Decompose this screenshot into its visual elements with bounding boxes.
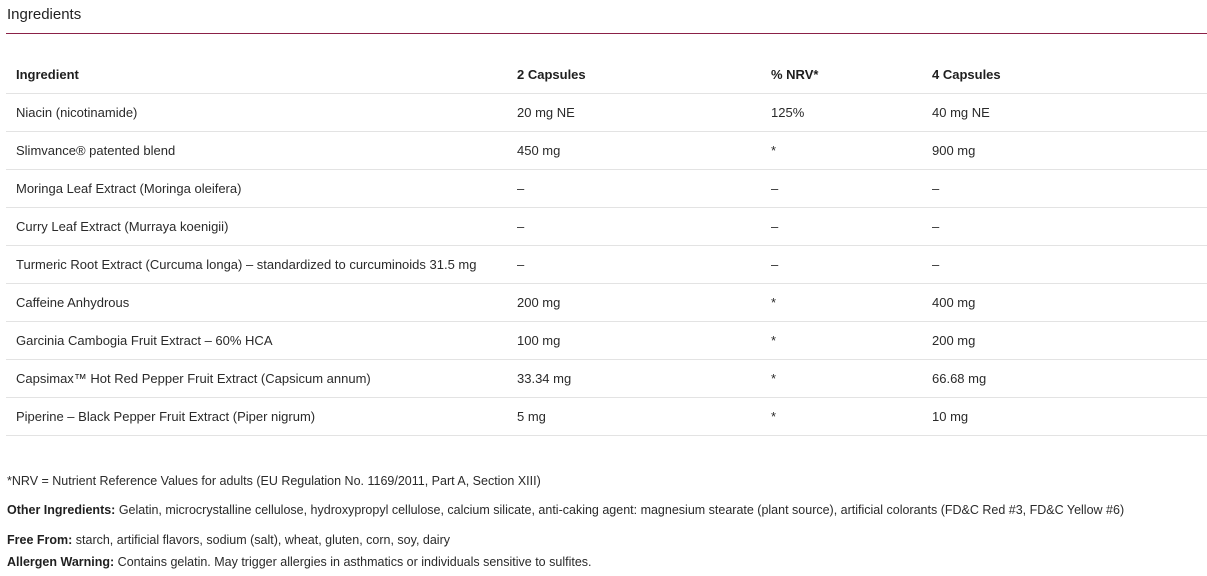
ingredients-table <box>6 56 1207 436</box>
table-row <box>6 322 1207 360</box>
table-row <box>6 170 1207 208</box>
cell-4-capsules: 66.68 mg <box>922 360 1207 398</box>
cell-2-capsules: 5 mg <box>507 398 761 436</box>
cell-ingredient: Capsimax™ Hot Red Pepper Fruit Extract (Capsicum annum) <box>6 360 507 398</box>
cell-4-capsules: 400 mg <box>922 284 1207 322</box>
cell-nrv: 125% <box>761 94 922 132</box>
cell-2-capsules: – <box>507 170 761 208</box>
ingredients-section-header <box>6 0 1207 34</box>
allergen-warning-label: Allergen Warning: <box>7 555 115 569</box>
cell-ingredient: Niacin (nicotinamide) <box>6 94 507 132</box>
allergen-warning-text: Contains gelatin. May trigger allergies in asthmatics or individuals sensitive to sulfites. <box>114 555 592 569</box>
table-row <box>6 94 1207 132</box>
cell-4-capsules: – <box>922 170 1207 208</box>
cell-2-capsules: – <box>507 208 761 246</box>
other-ingredients-text: Gelatin, microcrystalline cellulose, hydroxypropyl cellulose, calcium silicate, anti-caking agent: magnesium stearate (plant source), artificial colorants (FD&C Red #3, FD&C Yellow #6) <box>115 503 1125 517</box>
cell-nrv: * <box>761 398 922 436</box>
cell-4-capsules: – <box>922 208 1207 246</box>
free-from-text: starch, artificial flavors, sodium (salt), wheat, gluten, corn, soy, dairy <box>72 533 450 547</box>
nrv-footnote: *NRV = Nutrient Reference Values for adults (EU Regulation No. 1169/2011, Part A, Section XIII) <box>7 474 541 488</box>
cell-4-capsules: 900 mg <box>922 132 1207 170</box>
cell-nrv: * <box>761 322 922 360</box>
cell-ingredient: Caffeine Anhydrous <box>6 284 507 322</box>
cell-4-capsules: 10 mg <box>922 398 1207 436</box>
cell-2-capsules: 450 mg <box>507 132 761 170</box>
cell-2-capsules: 200 mg <box>507 284 761 322</box>
cell-2-capsules: 100 mg <box>507 322 761 360</box>
section-title: Ingredients <box>7 6 82 23</box>
cell-ingredient: Garcinia Cambogia Fruit Extract – 60% HCA <box>6 322 507 360</box>
free-from-note <box>7 533 450 547</box>
table-row <box>6 284 1207 322</box>
cell-ingredient: Piperine – Black Pepper Fruit Extract (Piper nigrum) <box>6 398 507 436</box>
cell-nrv: * <box>761 360 922 398</box>
table-row <box>6 360 1207 398</box>
cell-ingredient: Moringa Leaf Extract (Moringa oleifera) <box>6 170 507 208</box>
cell-2-capsules: – <box>507 246 761 284</box>
cell-nrv: * <box>761 284 922 322</box>
header-nrv: % NRV* <box>761 56 922 94</box>
cell-4-capsules: 200 mg <box>922 322 1207 360</box>
header-2-capsules: 2 Capsules <box>507 56 761 94</box>
header-ingredient: Ingredient <box>6 56 507 94</box>
free-from-label: Free From: <box>7 533 73 547</box>
cell-ingredient: Turmeric Root Extract (Curcuma longa) – standardized to curcuminoids 31.5 mg <box>6 246 507 284</box>
cell-4-capsules: 40 mg NE <box>922 94 1207 132</box>
cell-4-capsules: – <box>922 246 1207 284</box>
cell-2-capsules: 20 mg NE <box>507 94 761 132</box>
table-row <box>6 246 1207 284</box>
cell-nrv: * <box>761 132 922 170</box>
allergen-warning-note <box>7 555 592 569</box>
table-row <box>6 208 1207 246</box>
cell-nrv: – <box>761 170 922 208</box>
header-4-capsules: 4 Capsules <box>922 56 1207 94</box>
table-row <box>6 398 1207 436</box>
cell-2-capsules: 33.34 mg <box>507 360 761 398</box>
cell-ingredient: Slimvance® patented blend <box>6 132 507 170</box>
cell-ingredient: Curry Leaf Extract (Murraya koenigii) <box>6 208 507 246</box>
table-row <box>6 132 1207 170</box>
cell-nrv: – <box>761 208 922 246</box>
cell-nrv: – <box>761 246 922 284</box>
other-ingredients-label: Other Ingredients: <box>7 503 116 517</box>
table-header-row <box>6 56 1207 94</box>
other-ingredients-note <box>7 503 1124 517</box>
